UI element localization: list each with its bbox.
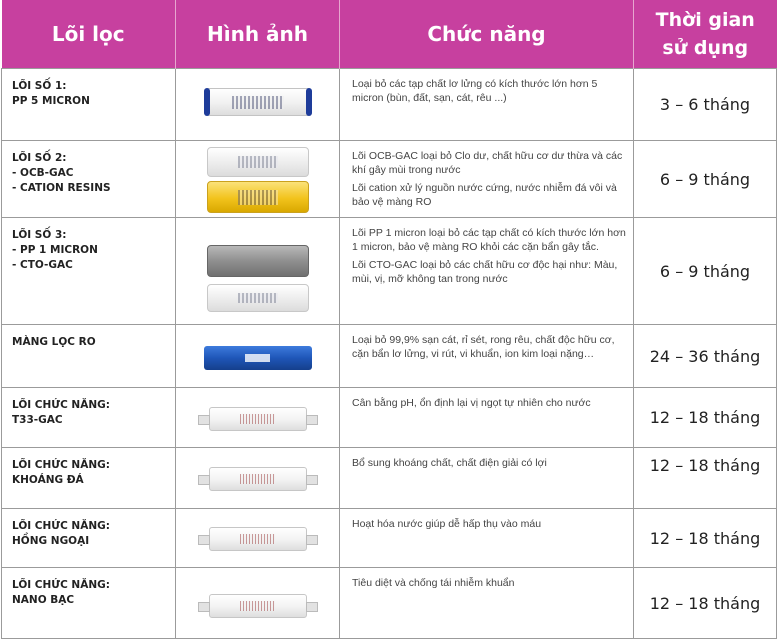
function-cell <box>340 325 634 388</box>
table-row <box>2 325 777 388</box>
filter-name-line: LÕI CHỨC NĂNG: <box>12 579 110 591</box>
filter-image-cell <box>176 218 340 325</box>
function-text: Loại bỏ các tạp chất lơ lửng có kích thước lớn hơn 5 micron (bùn, đất, sạn, cát, rêu ...) <box>352 78 598 104</box>
cto-gac-filter-image <box>207 284 309 312</box>
function-cell <box>340 69 634 141</box>
filter-name-cell <box>2 218 176 325</box>
function-cell <box>340 448 634 509</box>
filter-name-line: LÕI CHỨC NĂNG: <box>12 399 110 411</box>
duration-cell: 24 – 36 tháng <box>634 325 777 388</box>
table-row <box>2 568 777 639</box>
cation-resin-filter-image <box>207 181 309 213</box>
table-row <box>2 448 777 509</box>
filter-name-line: LÕI CHỨC NĂNG: <box>12 520 110 532</box>
filter-image-cell <box>176 568 340 639</box>
function-text: Lõi PP 1 micron loại bỏ các tạp chất có kích thước lớn hơn 1 micron, bảo vệ màng RO khỏi các cặn bẩn gây tắc. <box>352 227 626 253</box>
filter-name-cell <box>2 69 176 141</box>
filter-name-line: LÕI CHỨC NĂNG: <box>12 459 110 471</box>
header-duration <box>634 0 777 69</box>
table-header <box>2 0 777 69</box>
duration-cell: 6 – 9 tháng <box>634 141 777 218</box>
function-text: Tiêu diệt và chống tái nhiễm khuẩn <box>352 577 515 589</box>
infrared-filter-image <box>209 527 307 551</box>
header-image: Hình ảnh <box>176 0 340 69</box>
filter-image-cell <box>176 448 340 509</box>
mineral-filter-image <box>209 467 307 491</box>
nano-silver-filter-image <box>209 594 307 618</box>
function-text: Cân bằng pH, ổn định lại vị ngọt tự nhiên cho nước <box>352 397 591 409</box>
function-text: Lõi CTO-GAC loại bỏ các chất hữu cơ độc hại như: Màu, mùi, vị, mỡ không tan trong nước <box>352 259 618 285</box>
function-text: Hoạt hóa nước giúp dễ hấp thụ vào máu <box>352 518 542 530</box>
filter-name-line: LÕI SỐ 3: <box>12 229 67 241</box>
ro-membrane-image <box>204 346 312 370</box>
table-row <box>2 69 777 141</box>
function-cell <box>340 218 634 325</box>
duration-cell: 12 – 18 tháng <box>634 448 777 509</box>
function-text: Lõi cation xử lý nguồn nước cứng, nước nhiễm đá vôi và bảo vệ màng RO <box>352 182 617 208</box>
filter-name-cell <box>2 325 176 388</box>
function-cell <box>340 509 634 568</box>
duration-cell: 6 – 9 tháng <box>634 218 777 325</box>
filter-name-line: PP 5 MICRON <box>12 95 90 107</box>
duration-cell: 12 – 18 tháng <box>634 509 777 568</box>
duration-cell: 12 – 18 tháng <box>634 388 777 448</box>
filter-name-line: - PP 1 MICRON <box>12 244 98 256</box>
header-duration-line2: sử dụng <box>662 37 749 59</box>
table-row <box>2 388 777 448</box>
function-cell <box>340 388 634 448</box>
function-text: Lõi OCB-GAC loại bỏ Clo dư, chất hữu cơ dư thừa và các khí gây mùi trong nước <box>352 150 623 176</box>
filter-name-cell <box>2 448 176 509</box>
header-function: Chức năng <box>340 0 634 69</box>
filter-name-cell <box>2 568 176 639</box>
duration-cell: 3 – 6 tháng <box>634 69 777 141</box>
table-row <box>2 218 777 325</box>
filter-comparison-table <box>1 0 777 639</box>
filter-name-line: LÕI SỐ 1: <box>12 80 67 92</box>
filter-name-line: NANO BẠC <box>12 594 75 606</box>
pp5-filter-image <box>205 88 311 116</box>
t33-gac-filter-image <box>209 407 307 431</box>
ocb-gac-filter-image <box>207 147 309 177</box>
filter-name-line: - CATION RESINS <box>12 182 111 194</box>
filter-name-cell <box>2 141 176 218</box>
function-cell <box>340 141 634 218</box>
filter-name-line: HỒNG NGOẠI <box>12 535 90 547</box>
filter-name-cell <box>2 509 176 568</box>
filter-name-line: MÀNG LỌC RO <box>12 336 96 348</box>
filter-name-line: KHOÁNG ĐÁ <box>12 474 84 486</box>
filter-image-cell <box>176 141 340 218</box>
function-text: Loại bỏ 99,9% sạn cát, rỉ sét, rong rêu, chất độc hữu cơ, cặn bẩn lơ lửng, vi rút, vi khuẩn, ion kim loại nặng… <box>352 334 615 360</box>
header-duration-line1: Thời gian <box>655 9 755 31</box>
table-row <box>2 509 777 568</box>
table-row <box>2 141 777 218</box>
filter-image-cell <box>176 388 340 448</box>
filter-name-line: - OCB-GAC <box>12 167 74 179</box>
filter-name-cell <box>2 388 176 448</box>
filter-name-line: LÕI SỐ 2: <box>12 152 67 164</box>
filter-image-cell <box>176 69 340 141</box>
duration-cell: 12 – 18 tháng <box>634 568 777 639</box>
header-filter: Lõi lọc <box>2 0 176 69</box>
pp1-filter-image <box>207 245 309 277</box>
function-text: Bổ sung khoáng chất, chất điện giải có lợi <box>352 457 547 469</box>
filter-image-cell <box>176 325 340 388</box>
filter-name-line: - CTO-GAC <box>12 259 73 271</box>
filter-name-line: T33-GAC <box>12 414 63 426</box>
function-cell <box>340 568 634 639</box>
filter-image-cell <box>176 509 340 568</box>
